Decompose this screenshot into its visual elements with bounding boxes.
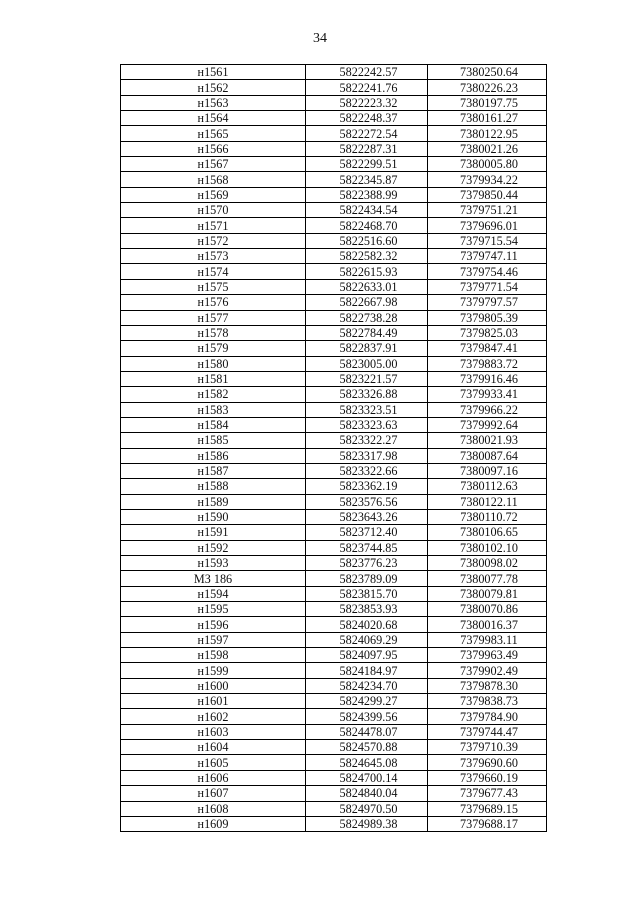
x-coordinate-cell: 5823323.51: [306, 402, 428, 417]
point-id-cell: н1569: [121, 187, 306, 202]
y-coordinate-cell: 7380226.23: [428, 80, 547, 95]
x-coordinate-cell: 5822388.99: [306, 187, 428, 202]
point-id-cell: н1565: [121, 126, 306, 141]
table-row: [121, 463, 547, 478]
point-id-cell: н1584: [121, 417, 306, 432]
x-coordinate-cell: 5824184.97: [306, 663, 428, 678]
point-id-cell: н1591: [121, 525, 306, 540]
y-coordinate-cell: 7379966.22: [428, 402, 547, 417]
point-id-cell: н1595: [121, 602, 306, 617]
point-id-cell: н1604: [121, 740, 306, 755]
x-coordinate-cell: 5823744.85: [306, 540, 428, 555]
page-number: 34: [313, 31, 327, 46]
point-id-cell: н1573: [121, 249, 306, 264]
table-row: [121, 602, 547, 617]
table-row: [121, 310, 547, 325]
y-coordinate-cell: 7379902.49: [428, 663, 547, 678]
table-row: [121, 402, 547, 417]
point-id-cell: н1592: [121, 540, 306, 555]
table-row: [121, 417, 547, 432]
y-coordinate-cell: 7379744.47: [428, 724, 547, 739]
table-row: [121, 187, 547, 202]
y-coordinate-cell: 7379916.46: [428, 371, 547, 386]
point-id-cell: МЗ 186: [121, 571, 306, 586]
x-coordinate-cell: 5822287.31: [306, 141, 428, 156]
table-row: [121, 525, 547, 540]
x-coordinate-cell: 5823643.26: [306, 509, 428, 524]
table-row: [121, 540, 547, 555]
point-id-cell: н1580: [121, 356, 306, 371]
table-row: [121, 157, 547, 172]
point-id-cell: н1606: [121, 770, 306, 785]
x-coordinate-cell: 5824234.70: [306, 678, 428, 693]
table-row: [121, 678, 547, 693]
y-coordinate-cell: 7380161.27: [428, 111, 547, 126]
table-row: [121, 371, 547, 386]
y-coordinate-cell: 7379983.11: [428, 632, 547, 647]
y-coordinate-cell: 7380197.75: [428, 95, 547, 110]
y-coordinate-cell: 7379710.39: [428, 740, 547, 755]
y-coordinate-cell: 7379992.64: [428, 417, 547, 432]
point-id-cell: н1594: [121, 586, 306, 601]
x-coordinate-cell: 5823322.66: [306, 463, 428, 478]
point-id-cell: н1608: [121, 801, 306, 816]
point-id-cell: н1589: [121, 494, 306, 509]
table-row: [121, 786, 547, 801]
y-coordinate-cell: 7379784.90: [428, 709, 547, 724]
x-coordinate-cell: 5822738.28: [306, 310, 428, 325]
table-row: [121, 740, 547, 755]
table-row: [121, 387, 547, 402]
y-coordinate-cell: 7380106.65: [428, 525, 547, 540]
x-coordinate-cell: 5824970.50: [306, 801, 428, 816]
point-id-cell: н1568: [121, 172, 306, 187]
y-coordinate-cell: 7380079.81: [428, 586, 547, 601]
x-coordinate-cell: 5824478.07: [306, 724, 428, 739]
x-coordinate-cell: 5822248.37: [306, 111, 428, 126]
y-coordinate-cell: 7380122.95: [428, 126, 547, 141]
y-coordinate-cell: 7380110.72: [428, 509, 547, 524]
x-coordinate-cell: 5822633.01: [306, 279, 428, 294]
point-id-cell: н1597: [121, 632, 306, 647]
point-id-cell: н1578: [121, 325, 306, 340]
x-coordinate-cell: 5823005.00: [306, 356, 428, 371]
point-id-cell: н1590: [121, 509, 306, 524]
point-id-cell: н1567: [121, 157, 306, 172]
x-coordinate-cell: 5822582.32: [306, 249, 428, 264]
y-coordinate-cell: 7380112.63: [428, 479, 547, 494]
x-coordinate-cell: 5823326.88: [306, 387, 428, 402]
x-coordinate-cell: 5824570.88: [306, 740, 428, 755]
y-coordinate-cell: 7379771.54: [428, 279, 547, 294]
y-coordinate-cell: 7380097.16: [428, 463, 547, 478]
table-row: [121, 586, 547, 601]
table-row: [121, 509, 547, 524]
point-id-cell: н1574: [121, 264, 306, 279]
point-id-cell: н1602: [121, 709, 306, 724]
x-coordinate-cell: 5823576.56: [306, 494, 428, 509]
y-coordinate-cell: 7379747.11: [428, 249, 547, 264]
y-coordinate-cell: 7380070.86: [428, 602, 547, 617]
point-id-cell: н1607: [121, 786, 306, 801]
y-coordinate-cell: 7380122.11: [428, 494, 547, 509]
point-id-cell: н1583: [121, 402, 306, 417]
y-coordinate-cell: 7380021.26: [428, 141, 547, 156]
point-id-cell: н1571: [121, 218, 306, 233]
point-id-cell: н1564: [121, 111, 306, 126]
y-coordinate-cell: 7380005.80: [428, 157, 547, 172]
x-coordinate-cell: 5823853.93: [306, 602, 428, 617]
y-coordinate-cell: 7379715.54: [428, 233, 547, 248]
coordinates-table: [120, 64, 547, 832]
x-coordinate-cell: 5823776.23: [306, 556, 428, 571]
table-row: [121, 141, 547, 156]
y-coordinate-cell: 7379688.17: [428, 816, 547, 831]
y-coordinate-cell: 7379689.15: [428, 801, 547, 816]
table-row: [121, 203, 547, 218]
table-row: [121, 556, 547, 571]
x-coordinate-cell: 5823815.70: [306, 586, 428, 601]
y-coordinate-cell: 7379751.21: [428, 203, 547, 218]
point-id-cell: н1561: [121, 65, 306, 80]
table-row: [121, 709, 547, 724]
x-coordinate-cell: 5823317.98: [306, 448, 428, 463]
point-id-cell: н1563: [121, 95, 306, 110]
x-coordinate-cell: 5822615.93: [306, 264, 428, 279]
x-coordinate-cell: 5822468.70: [306, 218, 428, 233]
table-row: [121, 126, 547, 141]
y-coordinate-cell: 7380102.10: [428, 540, 547, 555]
y-coordinate-cell: 7379660.19: [428, 770, 547, 785]
y-coordinate-cell: 7379838.73: [428, 694, 547, 709]
table-row: [121, 65, 547, 80]
x-coordinate-cell: 5822272.54: [306, 126, 428, 141]
point-id-cell: н1577: [121, 310, 306, 325]
point-id-cell: н1566: [121, 141, 306, 156]
y-coordinate-cell: 7379825.03: [428, 325, 547, 340]
y-coordinate-cell: 7379677.43: [428, 786, 547, 801]
table-row: [121, 233, 547, 248]
table-row: [121, 448, 547, 463]
y-coordinate-cell: 7380016.37: [428, 617, 547, 632]
point-id-cell: н1582: [121, 387, 306, 402]
point-id-cell: н1570: [121, 203, 306, 218]
point-id-cell: н1601: [121, 694, 306, 709]
table-row: [121, 95, 547, 110]
point-id-cell: н1603: [121, 724, 306, 739]
x-coordinate-cell: 5823322.27: [306, 433, 428, 448]
table-row: [121, 724, 547, 739]
x-coordinate-cell: 5823712.40: [306, 525, 428, 540]
table-row: [121, 264, 547, 279]
table-row: [121, 341, 547, 356]
point-id-cell: н1576: [121, 295, 306, 310]
y-coordinate-cell: 7379933.41: [428, 387, 547, 402]
y-coordinate-cell: 7379754.46: [428, 264, 547, 279]
table-row: [121, 632, 547, 647]
y-coordinate-cell: 7379883.72: [428, 356, 547, 371]
x-coordinate-cell: 5822345.87: [306, 172, 428, 187]
x-coordinate-cell: 5822784.49: [306, 325, 428, 340]
y-coordinate-cell: 7380077.78: [428, 571, 547, 586]
table-row: [121, 172, 547, 187]
point-id-cell: н1609: [121, 816, 306, 831]
table-row: [121, 433, 547, 448]
coordinates-table-body: [121, 65, 547, 832]
y-coordinate-cell: 7380087.64: [428, 448, 547, 463]
x-coordinate-cell: 5824840.04: [306, 786, 428, 801]
x-coordinate-cell: 5824989.38: [306, 816, 428, 831]
point-id-cell: н1600: [121, 678, 306, 693]
x-coordinate-cell: 5824097.95: [306, 648, 428, 663]
table-row: [121, 218, 547, 233]
table-row: [121, 494, 547, 509]
x-coordinate-cell: 5824299.27: [306, 694, 428, 709]
x-coordinate-cell: 5824399.56: [306, 709, 428, 724]
point-id-cell: н1572: [121, 233, 306, 248]
point-id-cell: н1575: [121, 279, 306, 294]
x-coordinate-cell: 5822299.51: [306, 157, 428, 172]
x-coordinate-cell: 5824700.14: [306, 770, 428, 785]
point-id-cell: н1593: [121, 556, 306, 571]
y-coordinate-cell: 7379805.39: [428, 310, 547, 325]
point-id-cell: н1581: [121, 371, 306, 386]
table-row: [121, 617, 547, 632]
table-row: [121, 816, 547, 831]
y-coordinate-cell: 7379690.60: [428, 755, 547, 770]
table-row: [121, 325, 547, 340]
table-row: [121, 249, 547, 264]
y-coordinate-cell: 7379850.44: [428, 187, 547, 202]
y-coordinate-cell: 7379878.30: [428, 678, 547, 693]
x-coordinate-cell: 5822667.98: [306, 295, 428, 310]
x-coordinate-cell: 5822241.76: [306, 80, 428, 95]
y-coordinate-cell: 7379847.41: [428, 341, 547, 356]
table-row: [121, 663, 547, 678]
x-coordinate-cell: 5823362.19: [306, 479, 428, 494]
x-coordinate-cell: 5823323.63: [306, 417, 428, 432]
point-id-cell: н1598: [121, 648, 306, 663]
x-coordinate-cell: 5822516.60: [306, 233, 428, 248]
table-row: [121, 479, 547, 494]
x-coordinate-cell: 5823221.57: [306, 371, 428, 386]
y-coordinate-cell: 7379963.49: [428, 648, 547, 663]
x-coordinate-cell: 5824069.29: [306, 632, 428, 647]
x-coordinate-cell: 5823789.09: [306, 571, 428, 586]
table-row: [121, 801, 547, 816]
table-row: [121, 80, 547, 95]
y-coordinate-cell: 7379934.22: [428, 172, 547, 187]
table-row: [121, 571, 547, 586]
table-row: [121, 111, 547, 126]
point-id-cell: н1562: [121, 80, 306, 95]
table-row: [121, 279, 547, 294]
table-row: [121, 694, 547, 709]
y-coordinate-cell: 7379797.57: [428, 295, 547, 310]
y-coordinate-cell: 7380098.02: [428, 556, 547, 571]
x-coordinate-cell: 5822837.91: [306, 341, 428, 356]
x-coordinate-cell: 5822434.54: [306, 203, 428, 218]
point-id-cell: н1587: [121, 463, 306, 478]
x-coordinate-cell: 5824645.08: [306, 755, 428, 770]
point-id-cell: н1585: [121, 433, 306, 448]
y-coordinate-cell: 7380021.93: [428, 433, 547, 448]
table-row: [121, 648, 547, 663]
table-row: [121, 770, 547, 785]
x-coordinate-cell: 5824020.68: [306, 617, 428, 632]
point-id-cell: н1579: [121, 341, 306, 356]
point-id-cell: н1588: [121, 479, 306, 494]
y-coordinate-cell: 7380250.64: [428, 65, 547, 80]
y-coordinate-cell: 7379696.01: [428, 218, 547, 233]
point-id-cell: н1596: [121, 617, 306, 632]
point-id-cell: н1605: [121, 755, 306, 770]
point-id-cell: н1599: [121, 663, 306, 678]
table-row: [121, 356, 547, 371]
x-coordinate-cell: 5822223.32: [306, 95, 428, 110]
table-row: [121, 755, 547, 770]
point-id-cell: н1586: [121, 448, 306, 463]
x-coordinate-cell: 5822242.57: [306, 65, 428, 80]
table-row: [121, 295, 547, 310]
